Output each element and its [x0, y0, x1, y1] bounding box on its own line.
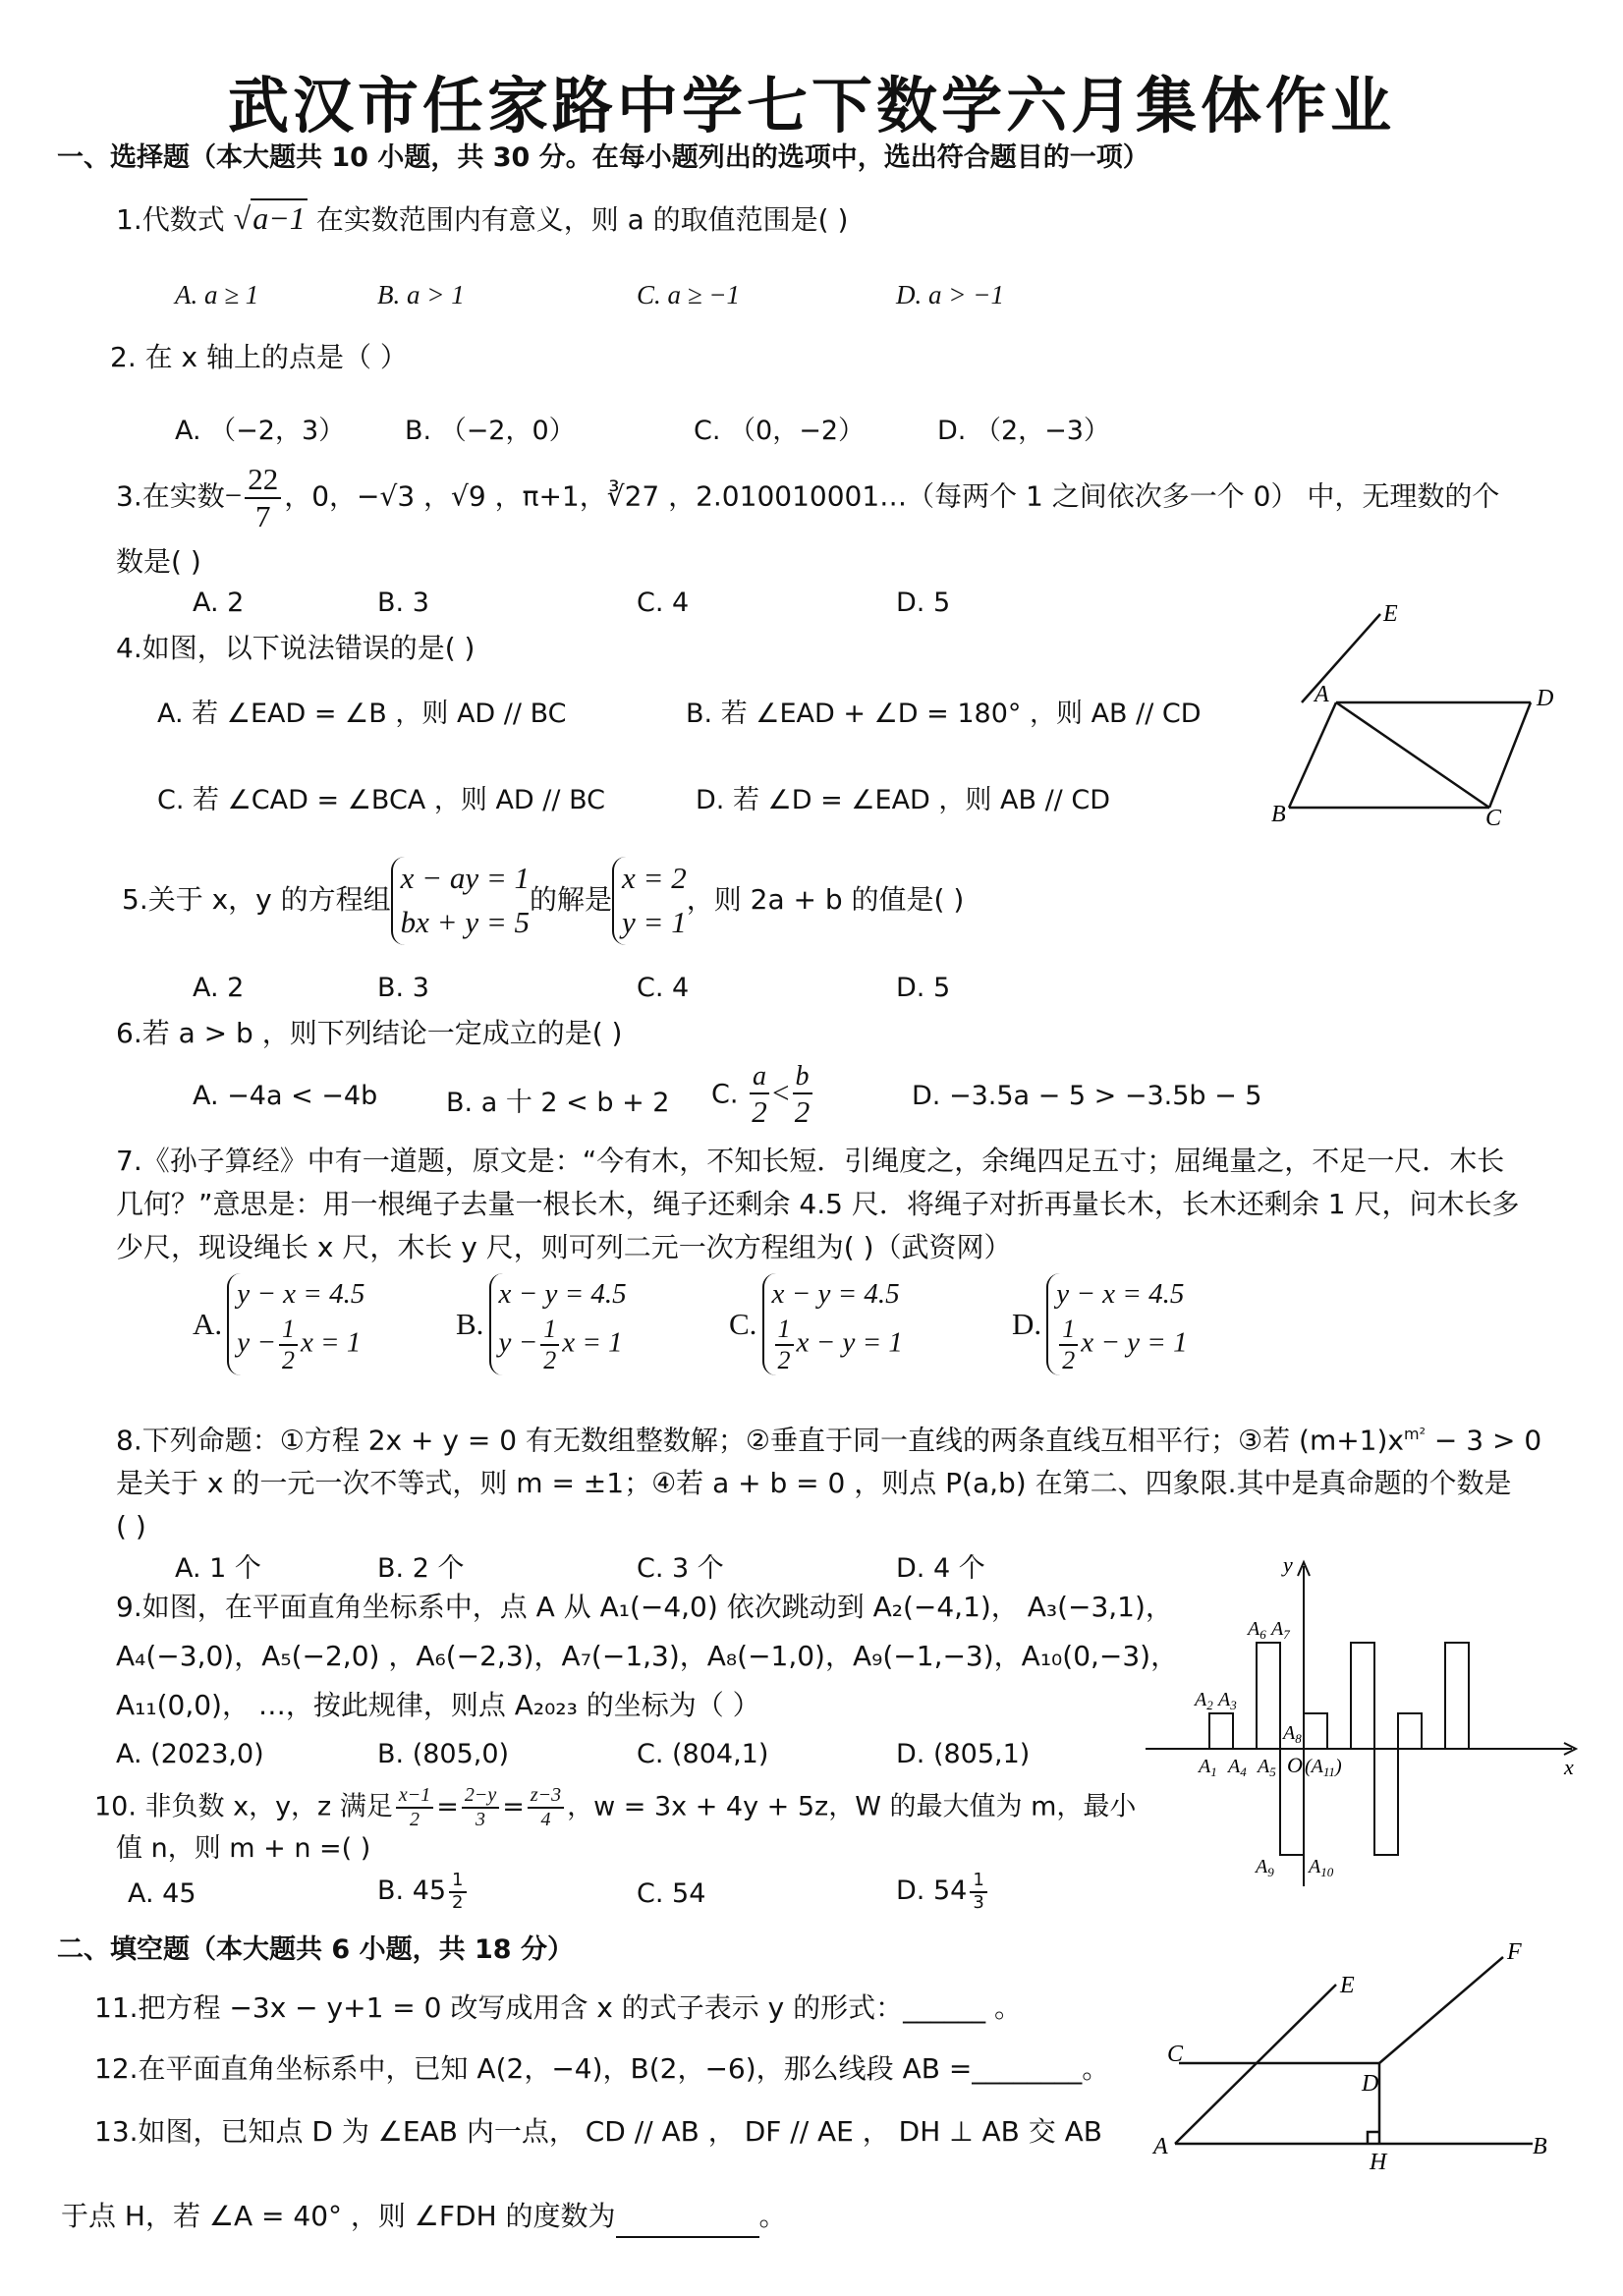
page-title: 武汉市任家路中学七下数学六月集体作业	[227, 70, 1395, 141]
q4-label-c: C	[1485, 806, 1502, 831]
q1-option-b: B. a > 1	[377, 280, 465, 309]
q3-fraction: $\frac{22}{7}$	[245, 462, 281, 533]
q9-label-a8: $A_8$	[1283, 1722, 1302, 1746]
q9-label-a9: $A_9$	[1256, 1856, 1274, 1879]
q4-label-b: B	[1271, 802, 1286, 827]
q9-label-a6: $A_6$	[1248, 1618, 1266, 1642]
q13-label-e: E	[1340, 1973, 1355, 1998]
q9-x-axis-label: x	[1564, 1755, 1574, 1779]
question-10: 10. 非负数 x，y，z 满足 $\frac{x-1}{2}$ = $\frac{2-y}{3}$ = $\frac{z-3}{4}$ ，w = 3x + 4y + 5z，W 的最大值为 m，最小	[94, 1784, 1137, 1830]
q4-option-a: A. 若 ∠EAD = ∠B ，则 AD // BC	[157, 699, 567, 729]
q8-option-d: D. 4 个	[896, 1553, 985, 1584]
q9-y-axis-label: y	[1283, 1552, 1293, 1577]
q5-system-1: x − ay = 1 bx + y = 5	[391, 857, 530, 945]
q9-line-1: 9.如图，在平面直角坐标系中，点 A 从 A₁(−4,0) 依次跳动到 A₂(−4,1)， A₃(−3,1)，	[116, 1591, 1173, 1623]
q9-option-a: A. (2023,0)	[116, 1739, 264, 1769]
q9-label-a11: $(A_{11})$	[1305, 1756, 1342, 1779]
q13-label-d: D	[1362, 2071, 1379, 2097]
q8-option-a: A. 1 个	[175, 1553, 261, 1584]
q9-option-b: B. (805,0)	[377, 1739, 510, 1769]
q5-option-b: B. 3	[377, 973, 429, 1003]
q4-label-d: D	[1537, 686, 1554, 711]
q8-option-c: C. 3 个	[637, 1553, 724, 1584]
q1-option-c: C. a ≥ −1	[637, 280, 741, 309]
q13-figure	[1140, 1935, 1572, 2171]
q13-label-f: F	[1507, 1939, 1522, 1965]
q8-option-b: B. 2 个	[377, 1553, 465, 1584]
q1-rest: 在实数范围内有意义，则 a 的取值范围是( )	[315, 203, 849, 236]
q10-option-a: A. 45	[128, 1878, 196, 1909]
q3-option-a: A. 2	[193, 588, 245, 618]
q1-radicand: a−1	[252, 200, 306, 236]
q3-option-d: D. 5	[896, 588, 951, 618]
q13-label-c: C	[1167, 2042, 1184, 2067]
q2-option-c: C. （0，−2）	[694, 416, 865, 446]
q4-label-a: A	[1315, 682, 1329, 707]
question-5	[122, 857, 964, 945]
q8-line-2: 是关于 x 的一元一次不等式，则 m = ±1；④若 a + b = 0 ，则点 P(a,b) 在第二、四象限.其中是真命题的个数是	[116, 1467, 1512, 1499]
q9-figure	[1140, 1552, 1592, 1906]
q9-line-2: A₄(−3,0)，A₅(−2,0) ，A₆(−2,3)，A₇(−1,3)，A₈(−1,0)，A₉(−1,−3)，A₁₀(0,−3)，	[116, 1640, 1179, 1672]
q8-line-1: 8.下列命题：①方程 2x + y = 0 有无数组整数解；②垂直于同一直线的两条直线互相平行；③若 $(m+1)x^{m^2} - 3 > 0$	[116, 1424, 1542, 1457]
q5-option-c: C. 4	[637, 973, 690, 1003]
q3-stem-b: ，0，−√3 ，√9 ，π+1，∛27 ，2.010010001…（每两个 1 之间依次多一个 0） 中，无理数的个	[284, 479, 1500, 513]
q9-option-c: C. (804,1)	[637, 1739, 769, 1769]
q4-option-b: B. 若 ∠EAD + ∠D = 180° ，则 AB // CD	[686, 699, 1202, 729]
q9-origin-label: O	[1287, 1753, 1303, 1777]
q5-stem-a: 5.关于 x，y 的方程组	[122, 882, 391, 916]
question-2: 2. 在 x 轴上的点是（ ）	[110, 341, 408, 373]
q9-label-a3: $A_3$	[1218, 1689, 1237, 1712]
q13-label-b: B	[1533, 2134, 1547, 2159]
q5-stem-c: ，则 2a + b 的值是( )	[686, 882, 965, 916]
q4-option-c: C. 若 ∠CAD = ∠BCA ，则 AD // BC	[157, 785, 605, 815]
q2-option-d: D. （2，−3）	[937, 416, 1110, 446]
q3-stem-a: 3.在实数	[116, 479, 225, 513]
question-11: 11.把方程 −3x − y+1 = 0 改写成用含 x 的式子表示 y 的形式：______ 。	[94, 1991, 1023, 2024]
q6-option-a: A. −4a < −4b	[193, 1081, 378, 1111]
q9-label-a4: $A_4$	[1228, 1756, 1247, 1779]
q3-stem-c: 数是( )	[116, 545, 201, 578]
question-12: 12.在平面直角坐标系中，已知 A(2，−4)，B(2，−6)，那么线段 AB =________。	[94, 2052, 1110, 2085]
q1-stem: 1.代数式	[116, 203, 225, 236]
q2-option-a: A. （−2，3）	[175, 416, 346, 446]
q5-system-2: x = 2 y = 1	[612, 857, 687, 945]
q4-option-d: D. 若 ∠D = ∠EAD ，则 AB // CD	[696, 785, 1111, 815]
q1-option-a: A. a ≥ 1	[175, 280, 259, 309]
q6-option-c: C. $\frac{a}{2}$ < $\frac{b}{2}$	[711, 1061, 815, 1130]
q7-option-d: D. y − x = 4.5 $\frac{1}{2}$ x − y = 1	[1012, 1273, 1188, 1375]
question-6: 6.若 a > b ，则下列结论一定成立的是( )	[116, 1017, 623, 1049]
q1-option-d: D. a > −1	[896, 280, 1004, 309]
q10-stem-c: 值 n，则 m + n =( )	[116, 1833, 371, 1864]
section-fill-heading: 二、填空题（本大题共 6 小题，共 18 分）	[57, 1934, 574, 1965]
q5-stem-b: 的解是	[530, 882, 613, 916]
question-3: 3.在实数− $\frac{22}{7}$ ，0，−√3 ，√9 ，π+1，∛27 ，2.010010001…（每两个 1 之间依次多一个 0） 中，无理数的个	[116, 462, 1500, 533]
q7-option-c: C. x − y = 4.5 $\frac{1}{2}$ x − y = 1	[729, 1273, 903, 1375]
q13-label-a: A	[1153, 2134, 1168, 2159]
q8-line-3: ( )	[116, 1510, 146, 1542]
q7-line-2: 几何？”意思是：用一根绳子去量一根长木，绳子还剩余 4.5 尺．将绳子对折再量长木，长木还剩余 1 尺，问木长多	[116, 1188, 1520, 1220]
q7-line-1: 7.《孙子算经》中有一道题，原文是：“今有木，不知长短．引绳度之，余绳四足五寸；屈绳量之，不足一尺．木长	[116, 1145, 1505, 1177]
question-1: 1.代数式 √a−1 在实数范围内有意义，则 a 的取值范围是( )	[116, 200, 849, 236]
q9-line-3: A₁₁(0,0)， …，按此规律，则点 A₂₀₂₃ 的坐标为（ ）	[116, 1689, 760, 1721]
q7-option-a: A. y − x = 4.5 y − $\frac{1}{2}$ x = 1	[193, 1273, 364, 1375]
q9-option-d: D. (805,1)	[896, 1739, 1031, 1769]
q9-label-a5: $A_5$	[1258, 1756, 1276, 1779]
q4-label-e: E	[1383, 601, 1398, 627]
q5-option-a: A. 2	[193, 973, 245, 1003]
q5-option-d: D. 5	[896, 973, 951, 1003]
q6-option-b: B. a 十 2 < b + 2	[446, 1088, 670, 1118]
q9-label-a7: $A_7$	[1271, 1618, 1290, 1642]
q6-option-d: D. −3.5a − 5 > −3.5b − 5	[912, 1081, 1262, 1111]
q13-line-1: 13.如图，已知点 D 为 ∠EAB 内一点， CD // AB ， DF // AE ， DH ⊥ AB 交 AB	[94, 2115, 1103, 2148]
q9-label-a10: $A_{10}$	[1309, 1856, 1334, 1879]
q7-option-b: B. x − y = 4.5 y − $\frac{1}{2}$ x = 1	[456, 1273, 627, 1375]
q2-option-b: B. （−2，0）	[405, 416, 576, 446]
q13-label-h: H	[1370, 2150, 1387, 2171]
question-4: 4.如图，以下说法错误的是( )	[116, 632, 476, 664]
q3-option-c: C. 4	[637, 588, 690, 618]
q10-option-b: B. 45 $\frac{1}{2}$	[377, 1871, 470, 1913]
q13-line-2: 于点 H，若 ∠A = 40° ，则 ∠FDH 的度数为 。	[61, 2197, 787, 2238]
q3-option-b: B. 3	[377, 588, 429, 618]
q9-label-a1: $A_1$	[1199, 1756, 1217, 1779]
q9-label-a2: $A_2$	[1195, 1689, 1213, 1712]
q10-option-c: C. 54	[637, 1878, 706, 1909]
q4-figure	[1267, 599, 1592, 835]
q10-option-d: D. 54 $\frac{1}{3}$	[896, 1871, 990, 1913]
section-choice-heading: 一、选择题（本大题共 10 小题，共 30 分。在每小题列出的选项中，选出符合题目的一项）	[57, 142, 1149, 173]
q7-line-3: 少尺，现设绳长 x 尺，木长 y 尺，则可列二元一次方程组为( )（武资网）	[116, 1231, 1012, 1263]
